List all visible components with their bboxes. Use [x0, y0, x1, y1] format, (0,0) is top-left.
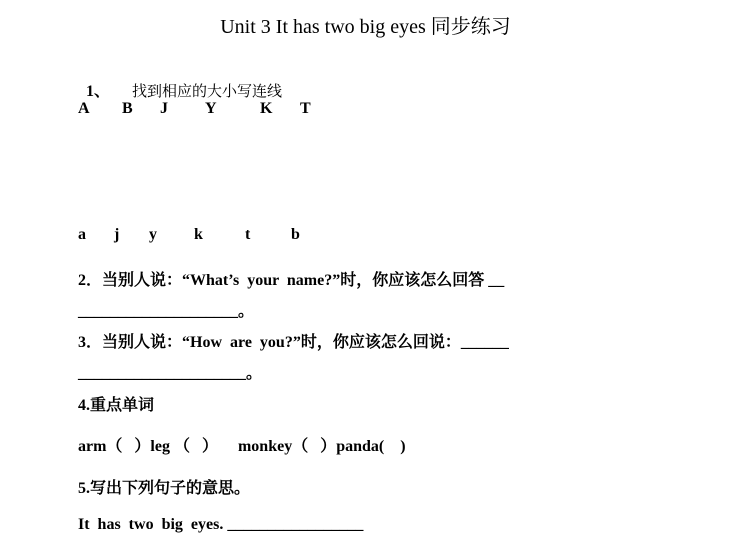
question-1-number: 1、 [86, 83, 111, 100]
uppercase-letter: A [78, 100, 90, 117]
question-3: 3．当别人说：“How are you?”时，你应该怎么回说：______ [78, 334, 509, 351]
question-2: 2．当别人说：“What’s your name?”时，你应该怎么回答 __ [78, 272, 505, 289]
question-4-heading: 4.重点单词 [78, 397, 155, 414]
question-5-heading: 5.写出下列句子的意思。 [78, 480, 251, 497]
uppercase-letter: K [260, 100, 273, 117]
lowercase-letter: j [114, 226, 120, 243]
lowercase-letter: b [291, 226, 300, 243]
uppercase-letter: T [300, 100, 311, 117]
question-4-words: arm（ ）leg （ ） monkey（ ）panda( ) [78, 438, 406, 455]
uppercase-letter: B [122, 100, 133, 117]
question-1-instruction: 找到相应的大小写连线 [132, 82, 283, 100]
question-1 [78, 60, 282, 101]
uppercase-letter: Y [205, 100, 217, 117]
lowercase-letter: a [78, 226, 86, 243]
question-5-sentence: It has two big eyes. _________________ [78, 516, 364, 533]
question-3-answer-line: _____________________。 [78, 365, 263, 382]
lowercase-letter: t [245, 226, 251, 243]
question-2-answer-line: ____________________。 [78, 303, 255, 320]
lowercase-letter: y [149, 226, 157, 243]
uppercase-letter: J [160, 100, 168, 117]
lowercase-letter: k [194, 226, 203, 243]
page-title: Unit 3 It has two big eyes 同步练习 [220, 16, 511, 38]
